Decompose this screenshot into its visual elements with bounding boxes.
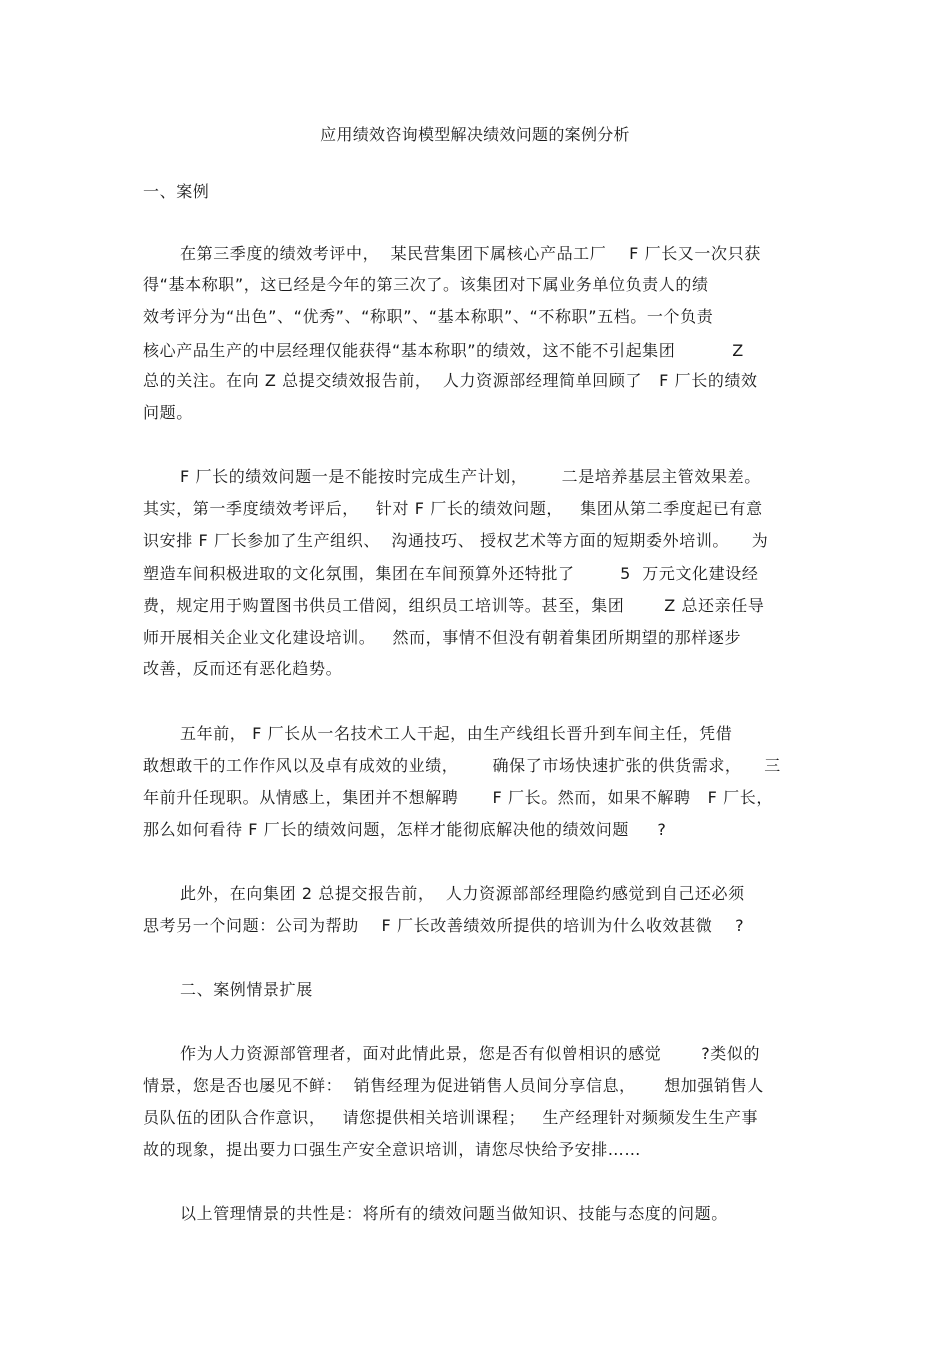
paragraph-line: 问题。 [143, 403, 193, 422]
paragraph-line: 那么如何看待 F 厂长的绩效问题，怎样才能彻底解决他的绩效问题 ? [143, 820, 667, 839]
paragraph-line: 敢想敢干的工作作风以及卓有成效的业绩， 确保了市场快速扩张的供货需求， 三 [143, 756, 781, 775]
paragraph-line: 总的关注。在向 Z 总提交绩效报告前， 人力资源部经理简单回顾了 F 厂长的绩效 [143, 371, 758, 390]
paragraph-line: 得“基本称职”，这已经是今年的第三次了。该集团对下属业务单位负责人的绩 [143, 275, 709, 294]
paragraph-line: 费，规定用于购置图书供员工借阅，组织员工培训等。甚至，集团 Z 总还亲任导 [143, 596, 765, 615]
paragraph-line: 此外，在向集团 2 总提交报告前， 人力资源部部经理隐约感觉到自己还必须 [180, 884, 745, 903]
paragraph-line: 核心产品生产的中层经理仅能获得“基本称职”的绩效，这不能不引起集团 Z [143, 341, 744, 360]
paragraph-line: 效考评分为“出色”、“优秀”、“称职”、“基本称职”、“不称职”五档。一个负责 [143, 307, 714, 326]
paragraph-line: 员队伍的团队合作意识， 请您提供相关培训课程； 生产经理针对频频发生生产事 [143, 1108, 759, 1127]
paragraph-line: 以上管理情景的共性是：将所有的绩效问题当做知识、技能与态度的问题。 [180, 1204, 728, 1223]
paragraph-line: 塑造车间积极进取的文化氛围，集团在车间预算外还特批了 5 万元文化建设经 [143, 564, 759, 583]
paragraph-line: F 厂长的绩效问题一是不能按时完成生产计划， 二是培养基层主管效果差。 [180, 467, 761, 486]
paragraph-line: 五年前， F 厂长从一名技术工人干起，由生产线组长晋升到车间主任，凭借 [180, 724, 733, 743]
paragraph-line: 识安排 F 厂长参加了生产组织、 沟通技巧、 授权艺术等方面的短期委外培训。 为 [143, 531, 769, 550]
paragraph-line: 情景，您是否也屡见不鲜： 销售经理为促进销售人员间分享信息， 想加强销售人 [143, 1076, 764, 1095]
section-heading: 一、案例 [143, 182, 210, 201]
paragraph-line: 作为人力资源部管理者，面对此情此景，您是否有似曾相识的感觉 ?类似的 [180, 1044, 761, 1063]
paragraph-line: 师开展相关企业文化建设培训。 然而，事情不但没有朝着集团所期望的那样逐步 [143, 628, 742, 647]
paragraph-line: 改善，反而还有恶化趋势。 [143, 659, 343, 678]
paragraph-line: 年前升任现职。从情感上，集团并不想解聘 F 厂长。然而，如果不解聘 F 厂长， [143, 788, 773, 807]
paragraph-line: 在第三季度的绩效考评中， 某民营集团下属核心产品工厂 F 厂长又一次只获 [180, 244, 761, 263]
section-heading: 二、案例情景扩展 [180, 980, 313, 999]
document-title: 应用绩效咨询模型解决绩效问题的案例分析 [320, 125, 630, 144]
paragraph-line: 其实，第一季度绩效考评后， 针对 F 厂长的绩效问题， 集团从第二季度起已有意 [143, 499, 763, 518]
paragraph-line: 思考另一个问题：公司为帮助 F 厂长改善绩效所提供的培训为什么收效甚微 ? [143, 916, 745, 935]
paragraph-line: 故的现象，提出要力口强生产安全意识培训，请您尽快给予安排…… [143, 1140, 642, 1159]
